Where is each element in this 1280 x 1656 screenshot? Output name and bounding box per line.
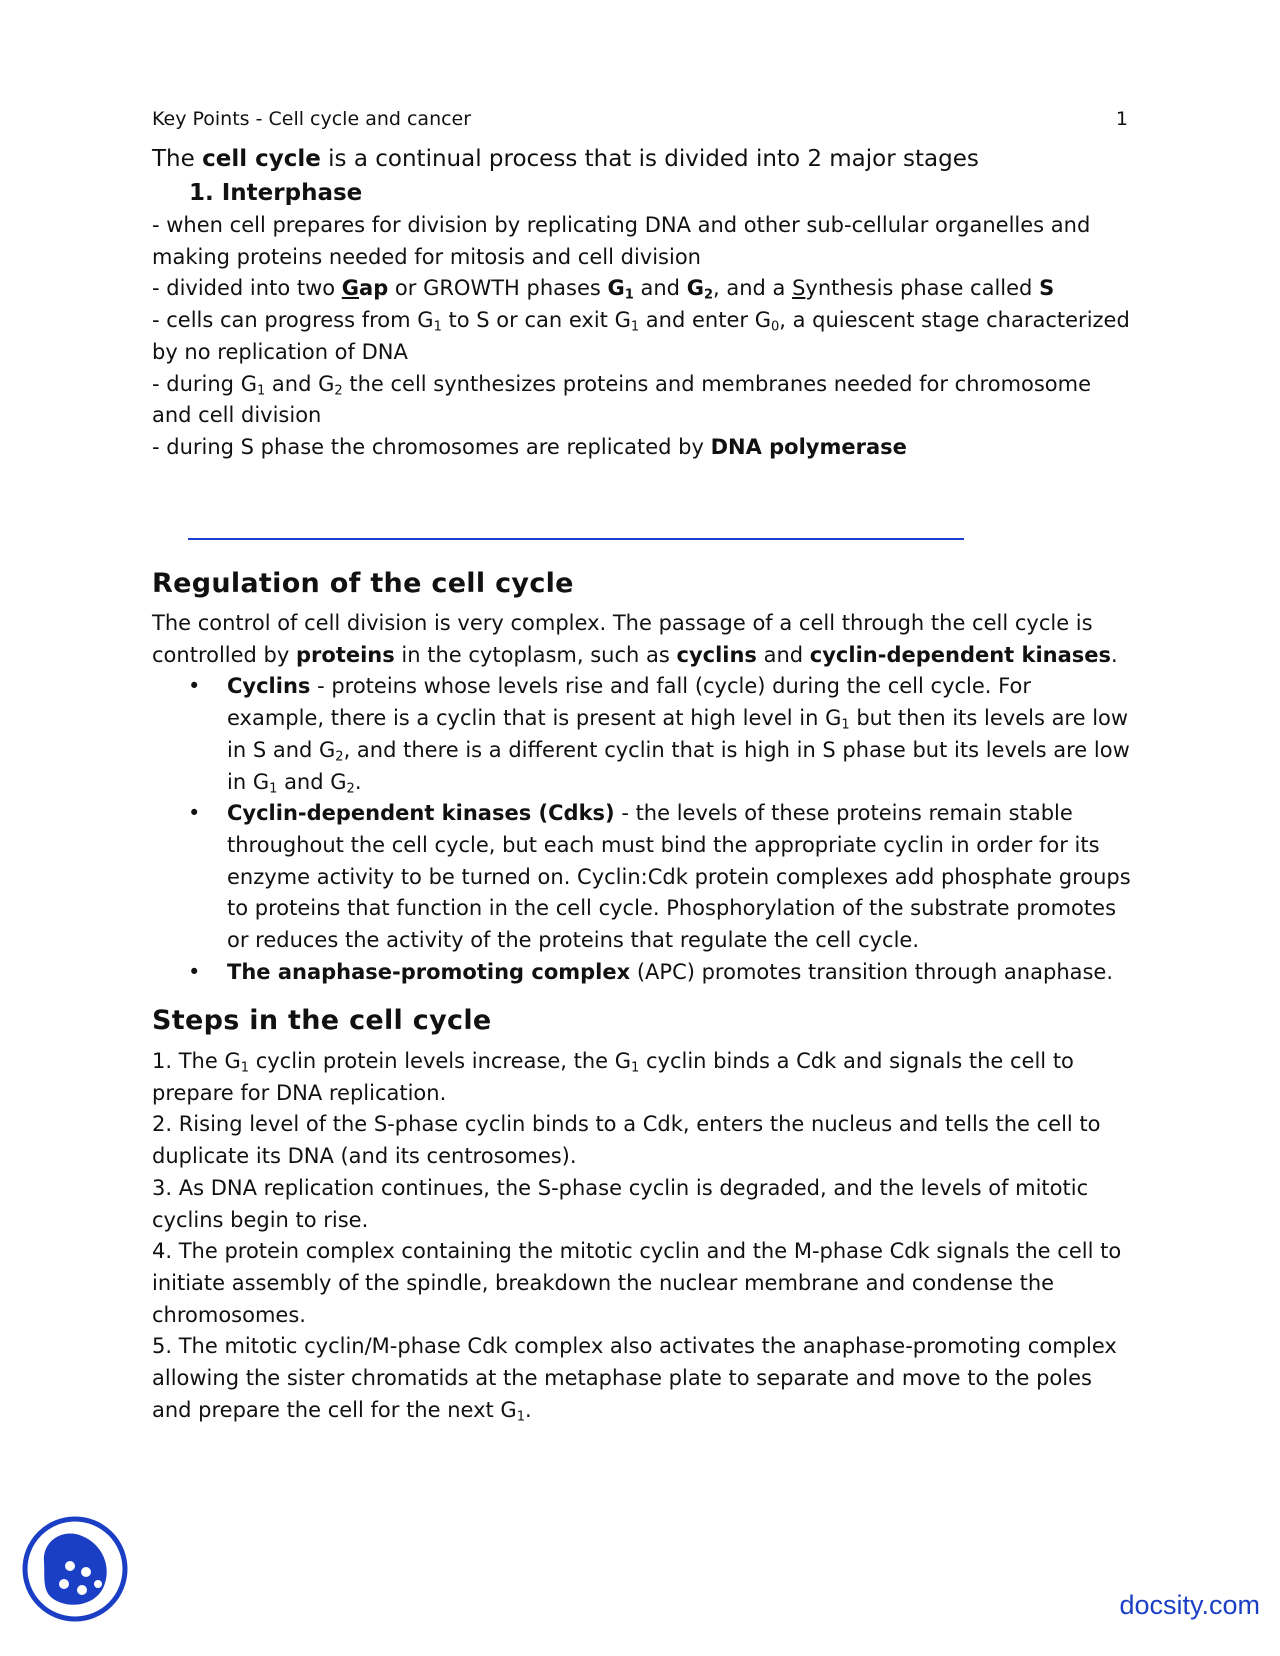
bullet-cyclins: • Cyclins - proteins whose levels rise and fall (cycle) during the cell cycle. For example, there is a cyclin that is present at high level in $G_1$ but then its levels are low in S and $G_2$, and there is a different cyclin that is high in S phase but its levels are low in $G_1$ and $G_2$. [152,671,1132,798]
interphase-point: - when cell prepares for division by replicating DNA and other sub-cellular organelles and making proteins needed for mitosis and cell division [152,213,1091,269]
header-title: Key Points - Cell cycle and cancer [152,108,472,130]
step-item: 5. The mitotic cyclin/M-phase Cdk complex also activates the anaphase-promoting complex allowing the sister chromatids at the metaphase plate to separate and move to the poles and prepare the cell for the next $G_1$. [152,1334,1117,1424]
page-number: 1 [1115,108,1128,130]
interphase-point: - during $G_1$ and $G_2$ the cell synthesizes proteins and membranes needed for chromosome and cell division [152,371,1092,428]
step-item: 3. As DNA replication continues, the S-phase cyclin is degraded, and the levels of mitotic cyclins begin to rise. [152,1175,1089,1232]
interphase-point: - during S phase the chromosomes are replicated by DNA polymerase [152,434,907,459]
steps-heading: Steps in the cell cycle [152,1005,492,1036]
step-item: 2. Rising level of the S-phase cyclin binds to a Cdk, enters the nucleus and tells the cell to duplicate its DNA (and its centrosomes). [152,1112,1101,1169]
step-item: 4. The protein complex containing the mitotic cyclin and the M-phase Cdk signals the cell to initiate assembly of the spindle, breakdown the nuclear membrane and condense the chromosomes. [152,1239,1122,1327]
bullet-apc: • The anaphase-promoting complex (APC) promotes transition through anaphase. [152,957,1132,989]
section-divider [188,538,964,540]
steps-section [152,1046,1132,1426]
interphase-point: - cells can progress from $G_1$ to S or can exit $G_1$ and enter $G_0$, a quiescent stage characterized by no replication of DNA [152,308,1130,364]
docsity-brand-link[interactable]: docsity.com [1119,1590,1260,1620]
step-item: 1. The $G_1$ cyclin protein levels increase, the $G_1$ cyclin binds a Cdk and signals the cell to prepare for DNA replication. [152,1049,1074,1105]
docsity-logo-icon[interactable] [20,1514,130,1624]
intro-sentence: The cell cycle is a continual process that is divided into 2 major stages [152,146,979,172]
interphase-point: - divided into two Gap or GROWTH phases $G_1$ and $G_2$, and a Synthesis phase called S [152,276,1055,303]
page-header [152,108,1128,130]
regulation-bullet-list [152,671,1132,988]
regulation-paragraph: The control of cell division is very complex. The passage of a cell through the cell cycle is controlled by proteins in the cytoplasm, such as cyclins and cyclin-dependent kinases. [152,611,1118,667]
interphase-section [152,142,1132,464]
interphase-heading: 1. Interphase [189,180,363,206]
bullet-cdks: • Cyclin-dependent kinases (Cdks) - the levels of these proteins remain stable throughout the cell cycle, but each must bind the appropriate cyclin in order for its enzyme activity to be turned on. Cyclin:Cdk protein complexes add phosphate groups to proteins that function in the cell cycle. Phosphorylation of the substrate promotes or reduces the activity of the proteins that regulate the cell cycle. [152,798,1132,957]
regulation-section [152,608,1132,988]
regulation-heading: Regulation of the cell cycle [152,568,574,599]
